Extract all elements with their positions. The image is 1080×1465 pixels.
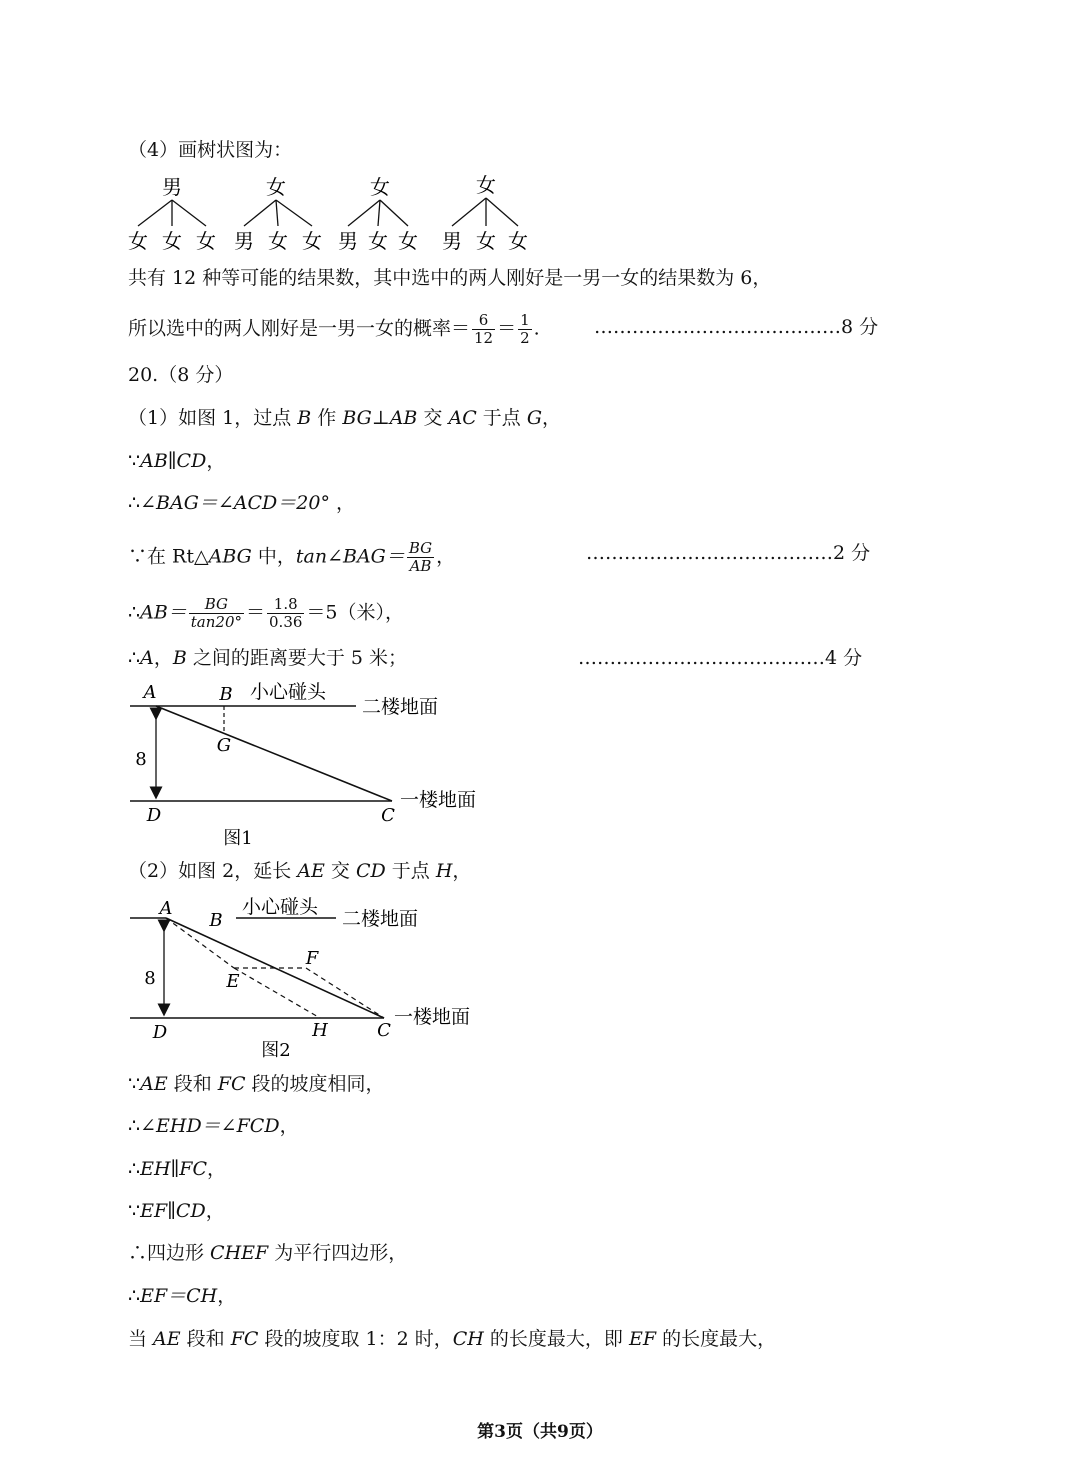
ab-calculation-line	[128, 596, 404, 631]
math-expr: FC	[230, 1328, 259, 1350]
text: （2）如图 2，延长	[128, 860, 298, 882]
step-1-line	[128, 405, 561, 431]
tree-leaf: 女	[508, 229, 528, 253]
probability-line	[128, 312, 540, 347]
text: ，	[542, 407, 562, 429]
tree-branch-3	[338, 175, 418, 253]
math-expr: CH	[452, 1328, 484, 1350]
therefore-symbol: ∴	[128, 647, 141, 669]
max-length-line	[128, 1326, 776, 1352]
page-footer: 第3页（共9页）	[477, 1422, 603, 1442]
math-expr: CHEF	[210, 1242, 269, 1264]
text: 段和	[167, 1073, 218, 1095]
ef-equals-ch-line	[128, 1283, 236, 1309]
point-label: H	[435, 860, 453, 882]
tree-root: 男	[162, 175, 182, 199]
ae-dashed-line	[166, 918, 234, 968]
text: 当	[128, 1328, 154, 1350]
math-expr: AE	[140, 1073, 168, 1095]
math-expr: EH∥FC	[140, 1158, 208, 1180]
figure-caption: 图2	[261, 1040, 291, 1061]
equals-sign: ＝	[497, 317, 517, 340]
math-expr: AB∥CD	[140, 450, 207, 472]
tree-leaf: 男	[338, 229, 358, 253]
angle-equal-line	[128, 1113, 299, 1139]
score-4-points: …………………………………4 分	[578, 647, 863, 669]
fraction-denominator: tan20°	[190, 613, 242, 631]
because-symbol: ∵	[128, 450, 141, 472]
label-E: E	[226, 971, 240, 992]
fraction-denominator: 2	[520, 329, 530, 347]
label-D: D	[146, 805, 162, 826]
label-H: H	[312, 1020, 328, 1041]
tree-branch-2	[234, 175, 322, 253]
math-expr: EF∥CD	[140, 1200, 206, 1222]
text: 之间的距离要大于 5 米；	[186, 647, 408, 669]
math-expr: ∠EHD＝∠FCD	[140, 1115, 280, 1137]
escalator-line	[156, 706, 392, 801]
tree-root: 女	[370, 175, 390, 199]
therefore-angle-line	[128, 490, 355, 516]
text: 交	[324, 860, 356, 882]
tree-root: 女	[476, 173, 496, 197]
tree-root: 女	[266, 175, 286, 199]
math-expr: tan∠BAG＝	[295, 545, 405, 568]
step-2-line	[128, 858, 471, 884]
label-B: B	[219, 684, 233, 705]
fraction-numerator: BG	[189, 596, 244, 614]
text: 为平行四边形，	[268, 1242, 408, 1264]
math-expr: ∠BAG＝∠ACD＝20°	[140, 492, 330, 514]
text: 于点	[476, 407, 527, 429]
tree-diagram	[120, 170, 540, 258]
point-label: G	[526, 407, 543, 429]
text: ∴四边形	[128, 1242, 211, 1264]
equals-sign: ＝	[246, 601, 266, 624]
fraction-numerator: BG	[408, 539, 433, 557]
because-symbol: ∵	[128, 1073, 141, 1095]
tree-leaf: 男	[234, 229, 254, 253]
fraction-numerator: 1	[520, 311, 530, 329]
text: 的长度最大，	[656, 1328, 777, 1350]
fraction-bg-ab	[407, 540, 434, 575]
text: 段的坡度相同，	[245, 1073, 385, 1095]
math-expr: EF＝CH	[140, 1285, 218, 1307]
math-expr: AE	[297, 860, 325, 882]
figure-1	[120, 678, 500, 854]
lower-floor-label: 一楼地面	[400, 789, 477, 811]
probability-text: 所以选中的两人刚好是一男一女的概率＝	[128, 317, 471, 340]
math-expr: AE	[153, 1328, 181, 1350]
fraction-1.8-0.36	[267, 596, 304, 631]
point-label: B	[297, 407, 312, 429]
label-G: G	[216, 735, 232, 756]
fraction-denominator: 12	[474, 329, 494, 347]
fraction-1-2	[518, 312, 532, 347]
text: ，	[452, 860, 472, 882]
lower-floor-label: 一楼地面	[394, 1006, 471, 1028]
tree-leaf: 女	[268, 229, 288, 253]
parallelogram-line	[128, 1240, 407, 1266]
text: ，	[205, 1200, 225, 1222]
tree-leaf: 女	[368, 229, 388, 253]
label-A: A	[143, 682, 157, 703]
label-B: B	[209, 910, 223, 931]
text: ∵在 Rt△	[128, 545, 209, 568]
caution-sign: 小心碰头	[249, 681, 327, 703]
because-parallel-line	[128, 448, 225, 474]
text: 中，	[251, 545, 296, 568]
tree-leaf: 女	[398, 229, 418, 253]
figure-caption: 图1	[223, 828, 253, 849]
score-2-points: …………………………………2 分	[586, 542, 871, 564]
text: ，	[436, 545, 456, 568]
tree-branch-4	[442, 173, 528, 253]
math-expr: BG⊥AB	[342, 407, 418, 429]
therefore-symbol: ∴	[128, 1285, 141, 1307]
fc-dashed-line	[306, 968, 384, 1018]
label-C: C	[381, 805, 395, 826]
fraction-denominator: 0.36	[269, 613, 303, 631]
math-expr: AC	[448, 407, 477, 429]
eh-dashed-line	[234, 968, 320, 1018]
score-8-points: …………………………………8 分	[594, 316, 879, 338]
tree-leaf: 女	[128, 229, 148, 253]
tree-leaf: 男	[442, 229, 462, 253]
text: 的长度最大，即	[483, 1328, 629, 1350]
math-expr: ABG	[208, 545, 252, 568]
part4-heading: （4）画树状图为：	[128, 139, 293, 161]
label-A: A	[159, 898, 173, 919]
fraction-6-12	[472, 312, 495, 347]
upper-floor-label: 二楼地面	[362, 696, 439, 718]
therefore-symbol: ∴	[128, 1158, 141, 1180]
text: 作	[311, 407, 343, 429]
text: 段和	[180, 1328, 231, 1350]
text: ，	[153, 647, 173, 669]
result-count-line: 共有 12 种等可能的结果数，其中选中的两人刚好是一男一女的结果数为 6，	[128, 267, 772, 289]
math-expr: EF	[628, 1328, 657, 1350]
therefore-symbol: ∴	[128, 601, 141, 624]
ef-parallel-line	[128, 1198, 225, 1224]
label-C: C	[377, 1020, 391, 1041]
tree-branch-1	[128, 175, 216, 253]
math-expr: CD	[355, 860, 386, 882]
eh-parallel-line	[128, 1156, 226, 1182]
period: .	[533, 317, 540, 340]
math-expr: FC	[217, 1073, 246, 1095]
fraction-denominator: AB	[409, 557, 432, 575]
caution-sign: 小心碰头	[241, 896, 319, 918]
text: ，	[329, 492, 356, 514]
because-symbol: ∵	[128, 1200, 141, 1222]
label-F: F	[305, 948, 319, 969]
math-expr: AB＝	[140, 601, 187, 624]
height-value: 8	[135, 749, 147, 770]
tree-leaf: 女	[302, 229, 322, 253]
tree-leaf: 女	[476, 229, 496, 253]
text: ＝5（米），	[306, 601, 405, 624]
point-label: B	[172, 647, 187, 669]
figure-2	[120, 890, 490, 1066]
point-label: A	[140, 647, 154, 669]
text: 交	[417, 407, 449, 429]
label-D: D	[152, 1022, 168, 1043]
text: ，	[279, 1115, 299, 1137]
text: 于点	[385, 860, 436, 882]
text: （1）如图 1，过点	[128, 407, 298, 429]
fraction-numerator: 1.8	[267, 596, 304, 614]
therefore-symbol: ∴	[128, 1115, 141, 1137]
text: ，	[207, 1158, 227, 1180]
height-value: 8	[144, 968, 156, 989]
therefore-symbol: ∴	[128, 492, 141, 514]
tree-leaf: 女	[196, 229, 216, 253]
question-20-title: 20.（8 分）	[128, 364, 234, 386]
upper-floor-label: 二楼地面	[342, 908, 419, 930]
fraction-bg-tan20	[189, 596, 244, 631]
distance-line	[128, 645, 407, 671]
tangent-line	[128, 540, 455, 575]
text: ，	[217, 1285, 237, 1307]
tree-leaf: 女	[162, 229, 182, 253]
text: 段的坡度取 1：2 时，	[258, 1328, 453, 1350]
slope-same-line	[128, 1071, 385, 1097]
fraction-numerator: 6	[472, 312, 495, 330]
text: ，	[206, 450, 226, 472]
